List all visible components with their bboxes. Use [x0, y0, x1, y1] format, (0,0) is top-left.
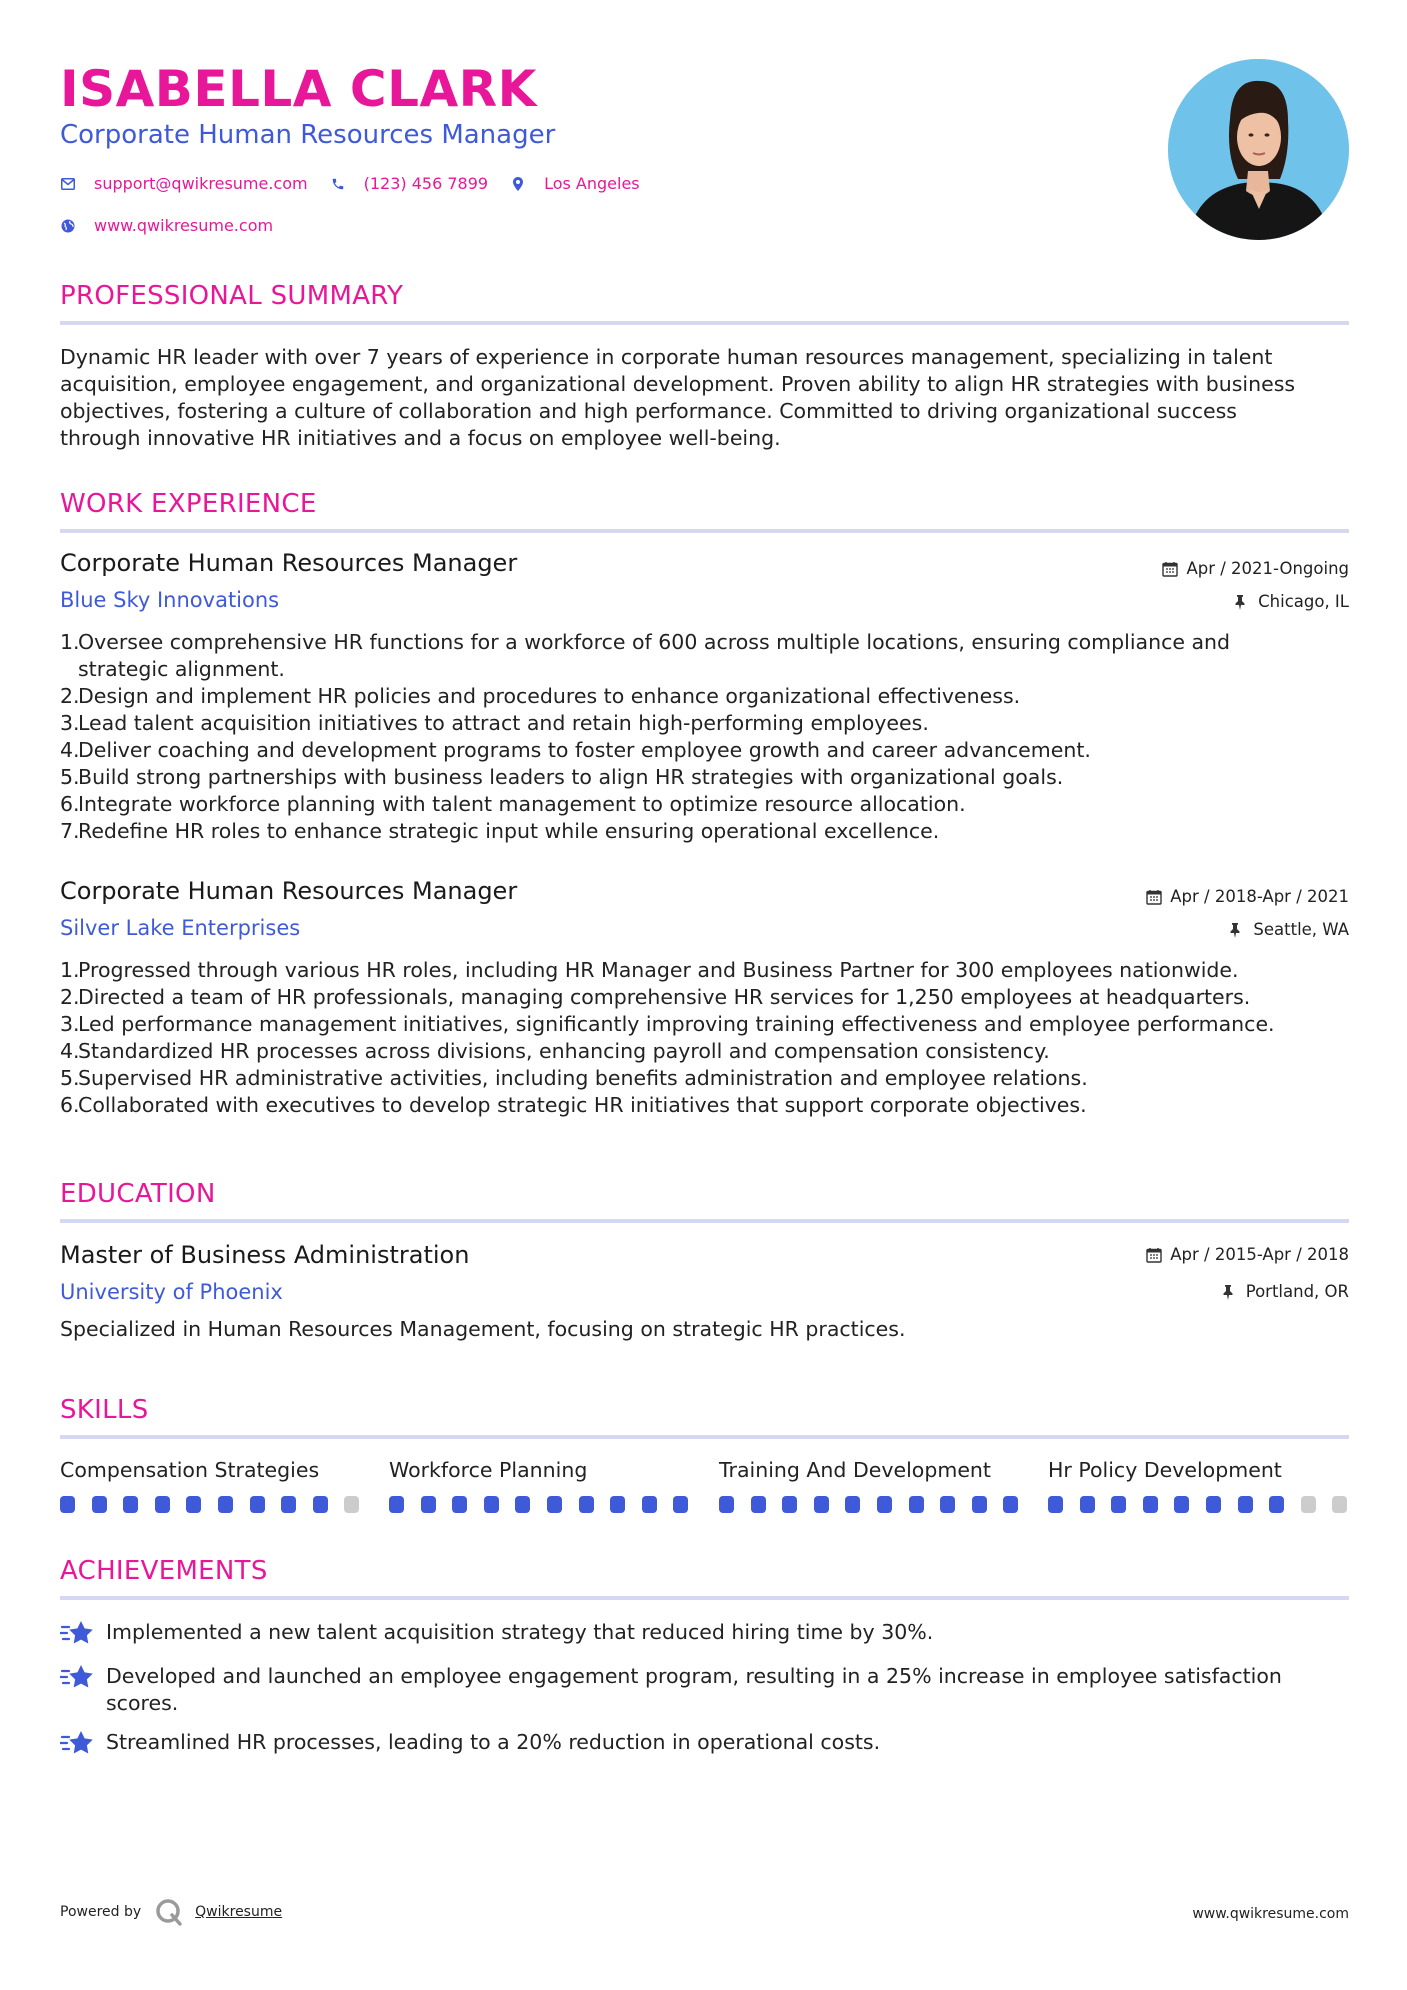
skill-dot-filled	[452, 1496, 467, 1513]
job-location	[1229, 920, 1349, 939]
bullet-number: 3.	[60, 1012, 80, 1036]
bullet-text: Supervised HR administrative activities, including benefits administration and employee relations.	[78, 1066, 1088, 1090]
achievement-line: scores.	[106, 1691, 179, 1715]
skill-dot-filled	[1269, 1496, 1284, 1513]
skill-dot-filled	[972, 1496, 987, 1513]
bullet-number: 4.	[60, 738, 80, 762]
location-text: Chicago, IL	[1258, 592, 1349, 611]
skill-item	[60, 1458, 360, 1482]
footer-powered-by	[60, 1898, 282, 1926]
contact-row-website	[60, 216, 295, 235]
list-item	[60, 984, 1349, 1011]
list-item	[60, 764, 1349, 791]
phone-icon	[330, 176, 346, 192]
powered-by-text: Powered by	[60, 1904, 142, 1920]
bullet-text: Integrate workforce planning with talent management to optimize resource allocation.	[78, 792, 966, 816]
skill-dot-filled	[782, 1496, 797, 1513]
skill-dot-filled	[123, 1496, 138, 1513]
achievement-line: Developed and launched an employee engagement program, resulting in a 25% increase in employee satisfaction	[106, 1664, 1282, 1688]
envelope-icon	[60, 176, 76, 192]
list-item	[60, 710, 1349, 737]
skill-rating	[60, 1496, 376, 1513]
pushpin-icon	[1229, 922, 1245, 938]
skill-dot-filled	[1003, 1496, 1018, 1513]
bullet-text: strategic alignment.	[78, 657, 285, 681]
skill-dot-filled	[1111, 1496, 1126, 1513]
bullet-text: Design and implement HR policies and procedures to enhance organizational effectiveness.	[78, 684, 1021, 708]
skill-dot-filled	[484, 1496, 499, 1513]
brand-link[interactable]: Qwikresume	[195, 1904, 283, 1920]
contact-website[interactable]	[60, 216, 273, 235]
skill-dot-filled	[1174, 1496, 1189, 1513]
summary-line: through innovative HR initiatives and a focus on employee well-being.	[60, 426, 781, 450]
calendar-icon	[1146, 1247, 1162, 1263]
bullet-text: Progressed through various HR roles, including HR Manager and Business Partner for 300 employees nationwide.	[78, 958, 1239, 982]
section-title-summary: PROFESSIONAL SUMMARY	[60, 281, 404, 311]
contact-location	[510, 174, 640, 193]
skill-dot-filled	[250, 1496, 265, 1513]
section-divider	[60, 1435, 1349, 1439]
globe-icon	[60, 218, 76, 234]
bullet-text: Directed a team of HR professionals, managing comprehensive HR services for 1,250 employees at headquarters.	[78, 985, 1251, 1009]
map-pin-icon	[510, 176, 526, 192]
pushpin-icon	[1222, 1284, 1238, 1300]
bullet-number: 1.	[60, 630, 80, 654]
bullet-text: Deliver coaching and development programs to foster employee growth and career advancement.	[78, 738, 1091, 762]
achievement-item	[60, 1729, 1349, 1757]
calendar-icon	[1162, 561, 1178, 577]
list-item	[60, 1038, 1349, 1065]
section-title-education: EDUCATION	[60, 1179, 216, 1209]
dates-text: Apr / 2018-Apr / 2021	[1170, 887, 1349, 906]
skill-dot-filled	[60, 1496, 75, 1513]
job-dates	[1162, 559, 1349, 578]
skill-item	[389, 1458, 689, 1482]
bullet-text: Redefine HR roles to enhance strategic input while ensuring operational excellence.	[78, 819, 940, 843]
calendar-icon	[1146, 889, 1162, 905]
achievement-line: Implemented a new talent acquisition strategy that reduced hiring time by 30%.	[106, 1620, 934, 1644]
bullet-text: Led performance management initiatives, significantly improving training effectiveness and employee performance.	[78, 1012, 1275, 1036]
skill-rating	[389, 1496, 705, 1513]
achievement-text	[106, 1729, 880, 1757]
job-bullets	[60, 957, 1349, 1119]
star-icon	[60, 1663, 94, 1691]
location-text: Seattle, WA	[1253, 920, 1349, 939]
section-title-experience: WORK EXPERIENCE	[60, 489, 317, 519]
bullet-number	[60, 656, 78, 683]
summary-line: objectives, fostering a culture of collaboration and high performance. Committed to driving organizational success	[60, 399, 1237, 423]
bullet-text: Oversee comprehensive HR functions for a workforce of 600 across multiple locations, ensuring compliance and	[78, 630, 1231, 654]
section-divider	[60, 529, 1349, 533]
bullet-text: Build strong partnerships with business leaders to align HR strategies with organizational goals.	[78, 765, 1064, 789]
bullet-number: 5.	[60, 1066, 80, 1090]
achievement-text	[106, 1663, 1282, 1717]
skill-item	[1048, 1458, 1348, 1482]
skill-dot-filled	[515, 1496, 530, 1513]
skill-dot-filled	[389, 1496, 404, 1513]
dates-text: Apr / 2021-Ongoing	[1186, 559, 1349, 578]
bullet-number: 2.	[60, 684, 80, 708]
skill-dot-filled	[547, 1496, 562, 1513]
bullet-number: 7.	[60, 819, 80, 843]
contact-email[interactable]	[60, 174, 308, 193]
bullet-number: 2.	[60, 985, 80, 1009]
skill-dot-filled	[421, 1496, 436, 1513]
skill-item	[719, 1458, 1019, 1482]
skill-dot-filled	[642, 1496, 657, 1513]
skill-dot-filled	[909, 1496, 924, 1513]
list-item	[60, 683, 1349, 710]
skill-name: Compensation Strategies	[60, 1458, 320, 1482]
skill-dot-filled	[814, 1496, 829, 1513]
contact-row	[60, 174, 662, 193]
skill-dot-filled	[92, 1496, 107, 1513]
skill-dot-filled	[1238, 1496, 1253, 1513]
skill-dot-filled	[845, 1496, 860, 1513]
skill-dot-filled	[218, 1496, 233, 1513]
list-item	[60, 1011, 1349, 1038]
bullet-number: 3.	[60, 711, 80, 735]
email-text: support@qwikresume.com	[94, 174, 308, 193]
skill-dot-empty	[344, 1496, 359, 1513]
summary-line: acquisition, employee engagement, and organizational development. Proven ability to align HR strategies with business	[60, 372, 1296, 396]
section-divider	[60, 321, 1349, 325]
section-title-skills: SKILLS	[60, 1395, 149, 1425]
skill-dot-filled	[313, 1496, 328, 1513]
school-name: University of Phoenix	[60, 1280, 283, 1304]
education-dates	[1146, 1245, 1349, 1264]
skill-dot-filled	[1206, 1496, 1221, 1513]
bullet-number: 6.	[60, 1093, 80, 1117]
bullet-number: 5.	[60, 765, 80, 789]
skill-dot-filled	[877, 1496, 892, 1513]
website-text: www.qwikresume.com	[94, 216, 274, 235]
candidate-role: Corporate Human Resources Manager	[60, 120, 556, 150]
section-divider	[60, 1219, 1349, 1223]
summary-line: Dynamic HR leader with over 7 years of experience in corporate human resources management, specializing in talent	[60, 345, 1273, 369]
list-item	[60, 656, 1349, 683]
section-title-achievements: ACHIEVEMENTS	[60, 1556, 268, 1586]
skill-rating	[1048, 1496, 1364, 1513]
list-item	[60, 629, 1349, 656]
skill-dot-filled	[1143, 1496, 1158, 1513]
skill-dot-filled	[281, 1496, 296, 1513]
company-name: Silver Lake Enterprises	[60, 916, 301, 940]
skill-dot-filled	[673, 1496, 688, 1513]
achievement-item	[60, 1663, 1349, 1717]
job-dates	[1146, 887, 1349, 906]
bullet-text: Lead talent acquisition initiatives to attract and retain high-performing employees.	[78, 711, 929, 735]
list-item	[60, 1092, 1349, 1119]
list-item	[60, 737, 1349, 764]
section-divider	[60, 1596, 1349, 1600]
bullet-text: Standardized HR processes across divisions, enhancing payroll and compensation consistency.	[78, 1039, 1050, 1063]
education-description: Specialized in Human Resources Management, focusing on strategic HR practices.	[60, 1317, 906, 1341]
pushpin-icon	[1234, 594, 1250, 610]
degree-title: Master of Business Administration	[60, 1241, 470, 1269]
contact-phone[interactable]	[330, 174, 488, 193]
star-icon	[60, 1729, 94, 1757]
bullet-number: 1.	[60, 958, 80, 982]
skill-dot-empty	[1332, 1496, 1347, 1513]
education-location	[1222, 1282, 1349, 1301]
skill-name: Training And Development	[719, 1458, 991, 1482]
location-text: Los Angeles	[544, 174, 640, 193]
list-item	[60, 1065, 1349, 1092]
skill-dot-filled	[940, 1496, 955, 1513]
skill-dot-filled	[610, 1496, 625, 1513]
bullet-number: 6.	[60, 792, 80, 816]
skill-dot-filled	[579, 1496, 594, 1513]
skill-dot-filled	[186, 1496, 201, 1513]
footer-url[interactable]: www.qwikresume.com	[1192, 1906, 1349, 1922]
dates-text: Apr / 2015-Apr / 2018	[1170, 1245, 1349, 1264]
bullet-number: 4.	[60, 1039, 80, 1063]
skill-name: Hr Policy Development	[1048, 1458, 1282, 1482]
profile-photo	[1168, 59, 1349, 240]
phone-text: (123) 456 7899	[363, 174, 489, 193]
skill-dot-filled	[1080, 1496, 1095, 1513]
skill-dot-filled	[1048, 1496, 1063, 1513]
achievement-item	[60, 1619, 1349, 1647]
skill-dot-filled	[751, 1496, 766, 1513]
job-title: Corporate Human Resources Manager	[60, 549, 518, 577]
list-item	[60, 818, 1349, 845]
bullet-text: Collaborated with executives to develop strategic HR initiatives that support corporate objectives.	[78, 1093, 1087, 1117]
job-title: Corporate Human Resources Manager	[60, 877, 518, 905]
job-location	[1234, 592, 1349, 611]
list-item	[60, 791, 1349, 818]
skill-rating	[719, 1496, 1035, 1513]
skill-dot-empty	[1301, 1496, 1316, 1513]
skill-dot-filled	[155, 1496, 170, 1513]
skill-dot-filled	[719, 1496, 734, 1513]
achievement-text	[106, 1619, 933, 1647]
qwikresume-logo-icon	[155, 1898, 183, 1926]
job-bullets	[60, 629, 1349, 845]
achievement-line: Streamlined HR processes, leading to a 20% reduction in operational costs.	[106, 1730, 881, 1754]
location-text: Portland, OR	[1245, 1282, 1349, 1301]
skill-name: Workforce Planning	[389, 1458, 588, 1482]
list-item	[60, 957, 1349, 984]
company-name: Blue Sky Innovations	[60, 588, 280, 612]
summary-text	[60, 344, 1349, 452]
star-icon	[60, 1619, 94, 1647]
candidate-name: ISABELLA CLARK	[60, 60, 537, 118]
